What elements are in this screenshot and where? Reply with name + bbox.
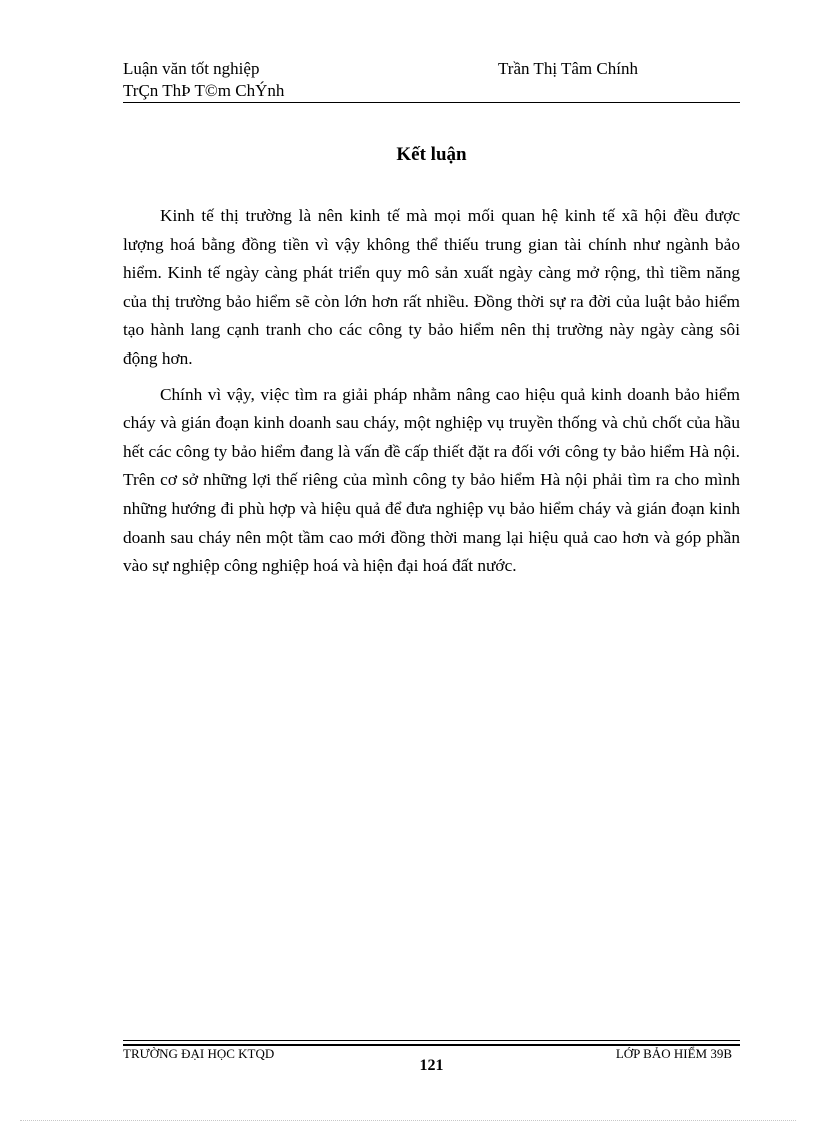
footer-university: TRƯỜNG ĐẠI HỌC KTQD [123,1046,275,1061]
footer-class: LỚP BẢO HIỂM 39B [615,1046,732,1061]
paragraph: Chính vì vậy, việc tìm ra giải pháp nhằm nâng cao hiệu quả kinh doanh bảo hiểm cháy và gián đoạn kinh doanh sau cháy, một nghiệp vụ truyền thống và chủ chốt của hầu hết các công ty bảo hiểm đang là vấn đề cấp thiết đặt ra đối với công ty bảo hiểm Hà nội. Trên cơ sở những lợi thế riêng của mình công ty bảo hiểm Hà nội phải tìm ra cho mình những hướng đi phù hợp và hiệu quả để đưa nghiệp vụ bảo hiểm cháy và gián đoạn kinh doanh sau cháy nên một tầm cao mới đồng thời mang lại hiệu quả cao hơn và góp phần vào sự nghiệp công nghiệp hoá và hiện đại hoá đất nước. [123,384,740,576]
page-number: 121 [419,1057,444,1074]
paragraph: Kinh tế thị trường là nên kinh tế mà mọi mối quan hệ kinh tế xã hội đều được lượng hoá bằng đồng tiền vì vậy không thể thiếu trung gian tài chính như ngành bảo hiểm. Kinh tế ngày càng phát triển quy mô sản xuất ngày càng mở rộng, thì tiềm năng của thị trường bảo hiểm sẽ còn lớn hơn rất nhiều. Đồng thời sự ra đời của luật bảo hiểm tạo hành lang cạnh tranh cho các công ty bảo hiểm nên thị trường này ngày càng sôi động hơn. [123,206,740,368]
header-thesis-label: Luận văn tốt nghiệp [123,59,260,78]
header-divider [123,102,740,103]
header-garbled-author: TrÇn ThÞ T©m ChÝnh [123,81,285,100]
header-author: Trần Thị Tâm Chính [498,59,638,78]
page-title: Kết luận [396,144,467,165]
footer-divider-thin [123,1040,740,1041]
page-edge-divider [20,1120,796,1121]
body-text [123,202,740,588]
